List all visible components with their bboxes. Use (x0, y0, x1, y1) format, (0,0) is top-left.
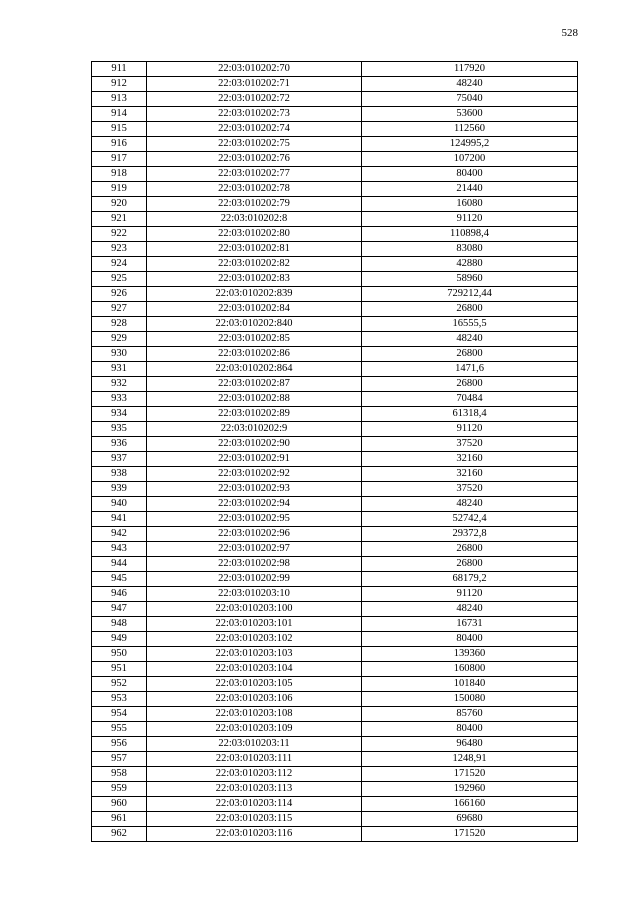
table-row (92, 722, 578, 737)
value-cell: 75040 (362, 92, 578, 107)
value-cell: 52742,4 (362, 512, 578, 527)
value-cell: 124995,2 (362, 137, 578, 152)
table-row (92, 662, 578, 677)
cadastral-number-cell: 22:03:010203:115 (147, 812, 362, 827)
row-number-cell: 929 (92, 332, 147, 347)
row-number-cell: 944 (92, 557, 147, 572)
row-number-cell: 923 (92, 242, 147, 257)
row-number-cell: 943 (92, 542, 147, 557)
cadastral-number-cell: 22:03:010203:108 (147, 707, 362, 722)
row-number-cell: 951 (92, 662, 147, 677)
cadastral-number-cell: 22:03:010202:94 (147, 497, 362, 512)
cadastral-table (91, 61, 578, 842)
row-number-cell: 916 (92, 137, 147, 152)
row-number-cell: 925 (92, 272, 147, 287)
value-cell: 26800 (362, 377, 578, 392)
cadastral-number-cell: 22:03:010202:9 (147, 422, 362, 437)
value-cell: 32160 (362, 467, 578, 482)
cadastral-number-cell: 22:03:010202:8 (147, 212, 362, 227)
table-row (92, 452, 578, 467)
cadastral-number-cell: 22:03:010202:86 (147, 347, 362, 362)
value-cell: 80400 (362, 722, 578, 737)
table-row (92, 317, 578, 332)
row-number-cell: 934 (92, 407, 147, 422)
cadastral-number-cell: 22:03:010203:112 (147, 767, 362, 782)
table-row (92, 707, 578, 722)
cadastral-number-cell: 22:03:010203:103 (147, 647, 362, 662)
value-cell: 48240 (362, 497, 578, 512)
value-cell: 26800 (362, 302, 578, 317)
cadastral-number-cell: 22:03:010202:93 (147, 482, 362, 497)
value-cell: 58960 (362, 272, 578, 287)
row-number-cell: 912 (92, 77, 147, 92)
table-row (92, 422, 578, 437)
table-row (92, 647, 578, 662)
cadastral-number-cell: 22:03:010202:76 (147, 152, 362, 167)
value-cell: 48240 (362, 602, 578, 617)
value-cell: 729212,44 (362, 287, 578, 302)
cadastral-number-cell: 22:03:010202:75 (147, 137, 362, 152)
row-number-cell: 955 (92, 722, 147, 737)
value-cell: 68179,2 (362, 572, 578, 587)
cadastral-number-cell: 22:03:010202:79 (147, 197, 362, 212)
value-cell: 42880 (362, 257, 578, 272)
row-number-cell: 924 (92, 257, 147, 272)
row-number-cell: 920 (92, 197, 147, 212)
row-number-cell: 958 (92, 767, 147, 782)
cadastral-number-cell: 22:03:010202:98 (147, 557, 362, 572)
table-row (92, 482, 578, 497)
row-number-cell: 948 (92, 617, 147, 632)
value-cell: 1248,91 (362, 752, 578, 767)
table-row (92, 302, 578, 317)
cadastral-number-cell: 22:03:010202:74 (147, 122, 362, 137)
row-number-cell: 940 (92, 497, 147, 512)
row-number-cell: 950 (92, 647, 147, 662)
cadastral-number-cell: 22:03:010203:111 (147, 752, 362, 767)
table-row (92, 92, 578, 107)
cadastral-number-cell: 22:03:010202:80 (147, 227, 362, 242)
table-row (92, 152, 578, 167)
cadastral-number-cell: 22:03:010202:71 (147, 77, 362, 92)
table-row (92, 632, 578, 647)
page-number: 528 (561, 27, 578, 39)
value-cell: 80400 (362, 632, 578, 647)
table-row (92, 542, 578, 557)
row-number-cell: 931 (92, 362, 147, 377)
table-body (92, 62, 578, 842)
row-number-cell: 921 (92, 212, 147, 227)
cadastral-number-cell: 22:03:010202:840 (147, 317, 362, 332)
value-cell: 150080 (362, 692, 578, 707)
value-cell: 101840 (362, 677, 578, 692)
value-cell: 139360 (362, 647, 578, 662)
table-row (92, 407, 578, 422)
row-number-cell: 946 (92, 587, 147, 602)
row-number-cell: 927 (92, 302, 147, 317)
table-row (92, 677, 578, 692)
row-number-cell: 957 (92, 752, 147, 767)
table-row (92, 182, 578, 197)
row-number-cell: 941 (92, 512, 147, 527)
value-cell: 112560 (362, 122, 578, 137)
row-number-cell: 919 (92, 182, 147, 197)
value-cell: 21440 (362, 182, 578, 197)
value-cell: 53600 (362, 107, 578, 122)
table-row (92, 827, 578, 842)
table-row (92, 512, 578, 527)
table-row (92, 797, 578, 812)
value-cell: 48240 (362, 77, 578, 92)
value-cell: 1471,6 (362, 362, 578, 377)
table-row (92, 782, 578, 797)
table-row (92, 617, 578, 632)
value-cell: 110898,4 (362, 227, 578, 242)
cadastral-number-cell: 22:03:010203:116 (147, 827, 362, 842)
cadastral-number-cell: 22:03:010202:839 (147, 287, 362, 302)
value-cell: 91120 (362, 587, 578, 602)
table-row (92, 587, 578, 602)
cadastral-number-cell: 22:03:010203:11 (147, 737, 362, 752)
row-number-cell: 949 (92, 632, 147, 647)
value-cell: 171520 (362, 827, 578, 842)
row-number-cell: 953 (92, 692, 147, 707)
cadastral-number-cell: 22:03:010202:97 (147, 542, 362, 557)
row-number-cell: 952 (92, 677, 147, 692)
cadastral-number-cell: 22:03:010202:88 (147, 392, 362, 407)
row-number-cell: 935 (92, 422, 147, 437)
cadastral-number-cell: 22:03:010203:104 (147, 662, 362, 677)
value-cell: 85760 (362, 707, 578, 722)
row-number-cell: 911 (92, 62, 147, 77)
table-row (92, 572, 578, 587)
cadastral-number-cell: 22:03:010203:113 (147, 782, 362, 797)
row-number-cell: 918 (92, 167, 147, 182)
cadastral-number-cell: 22:03:010202:83 (147, 272, 362, 287)
cadastral-number-cell: 22:03:010202:96 (147, 527, 362, 542)
value-cell: 166160 (362, 797, 578, 812)
table-row (92, 242, 578, 257)
value-cell: 171520 (362, 767, 578, 782)
cadastral-number-cell: 22:03:010203:100 (147, 602, 362, 617)
cadastral-number-cell: 22:03:010203:102 (147, 632, 362, 647)
row-number-cell: 939 (92, 482, 147, 497)
table-row (92, 137, 578, 152)
value-cell: 80400 (362, 167, 578, 182)
row-number-cell: 942 (92, 527, 147, 542)
value-cell: 70484 (362, 392, 578, 407)
value-cell: 48240 (362, 332, 578, 347)
row-number-cell: 945 (92, 572, 147, 587)
row-number-cell: 915 (92, 122, 147, 137)
value-cell: 192960 (362, 782, 578, 797)
cadastral-number-cell: 22:03:010202:87 (147, 377, 362, 392)
cadastral-number-cell: 22:03:010203:114 (147, 797, 362, 812)
row-number-cell: 933 (92, 392, 147, 407)
table-row (92, 287, 578, 302)
table-row (92, 107, 578, 122)
row-number-cell: 962 (92, 827, 147, 842)
row-number-cell: 913 (92, 92, 147, 107)
row-number-cell: 961 (92, 812, 147, 827)
value-cell: 26800 (362, 542, 578, 557)
table-row (92, 332, 578, 347)
table-row (92, 227, 578, 242)
cadastral-number-cell: 22:03:010203:106 (147, 692, 362, 707)
table-row (92, 257, 578, 272)
cadastral-number-cell: 22:03:010202:99 (147, 572, 362, 587)
value-cell: 91120 (362, 422, 578, 437)
value-cell: 26800 (362, 347, 578, 362)
cadastral-number-cell: 22:03:010202:70 (147, 62, 362, 77)
row-number-cell: 930 (92, 347, 147, 362)
table-row (92, 347, 578, 362)
cadastral-number-cell: 22:03:010203:101 (147, 617, 362, 632)
row-number-cell: 954 (92, 707, 147, 722)
row-number-cell: 936 (92, 437, 147, 452)
cadastral-number-cell: 22:03:010203:109 (147, 722, 362, 737)
cadastral-number-cell: 22:03:010202:82 (147, 257, 362, 272)
table-row (92, 812, 578, 827)
row-number-cell: 938 (92, 467, 147, 482)
value-cell: 160800 (362, 662, 578, 677)
value-cell: 37520 (362, 482, 578, 497)
value-cell: 61318,4 (362, 407, 578, 422)
value-cell: 16731 (362, 617, 578, 632)
table-row (92, 692, 578, 707)
table-row (92, 272, 578, 287)
value-cell: 69680 (362, 812, 578, 827)
cadastral-number-cell: 22:03:010202:864 (147, 362, 362, 377)
value-cell: 32160 (362, 452, 578, 467)
table-row (92, 497, 578, 512)
row-number-cell: 926 (92, 287, 147, 302)
value-cell: 16080 (362, 197, 578, 212)
cadastral-number-cell: 22:03:010202:81 (147, 242, 362, 257)
cadastral-number-cell: 22:03:010202:84 (147, 302, 362, 317)
row-number-cell: 917 (92, 152, 147, 167)
cadastral-number-cell: 22:03:010202:91 (147, 452, 362, 467)
table-row (92, 392, 578, 407)
table-row (92, 527, 578, 542)
cadastral-number-cell: 22:03:010203:105 (147, 677, 362, 692)
table-row (92, 212, 578, 227)
value-cell: 117920 (362, 62, 578, 77)
value-cell: 91120 (362, 212, 578, 227)
row-number-cell: 947 (92, 602, 147, 617)
cadastral-number-cell: 22:03:010202:72 (147, 92, 362, 107)
row-number-cell: 956 (92, 737, 147, 752)
value-cell: 26800 (362, 557, 578, 572)
value-cell: 83080 (362, 242, 578, 257)
cadastral-number-cell: 22:03:010202:73 (147, 107, 362, 122)
cadastral-number-cell: 22:03:010203:10 (147, 587, 362, 602)
value-cell: 96480 (362, 737, 578, 752)
row-number-cell: 932 (92, 377, 147, 392)
table-row (92, 362, 578, 377)
cadastral-number-cell: 22:03:010202:77 (147, 167, 362, 182)
table-row (92, 167, 578, 182)
value-cell: 107200 (362, 152, 578, 167)
table-row (92, 437, 578, 452)
cadastral-number-cell: 22:03:010202:95 (147, 512, 362, 527)
table-row (92, 737, 578, 752)
value-cell: 29372,8 (362, 527, 578, 542)
table-row (92, 377, 578, 392)
table-row (92, 62, 578, 77)
row-number-cell: 928 (92, 317, 147, 332)
value-cell: 16555,5 (362, 317, 578, 332)
cadastral-number-cell: 22:03:010202:92 (147, 467, 362, 482)
cadastral-number-cell: 22:03:010202:78 (147, 182, 362, 197)
row-number-cell: 937 (92, 452, 147, 467)
table-row (92, 752, 578, 767)
row-number-cell: 959 (92, 782, 147, 797)
table-row (92, 557, 578, 572)
value-cell: 37520 (362, 437, 578, 452)
table-row (92, 602, 578, 617)
cadastral-number-cell: 22:03:010202:90 (147, 437, 362, 452)
table-row (92, 77, 578, 92)
row-number-cell: 922 (92, 227, 147, 242)
row-number-cell: 960 (92, 797, 147, 812)
table-row (92, 467, 578, 482)
cadastral-number-cell: 22:03:010202:85 (147, 332, 362, 347)
table-row (92, 197, 578, 212)
row-number-cell: 914 (92, 107, 147, 122)
table-row (92, 767, 578, 782)
cadastral-number-cell: 22:03:010202:89 (147, 407, 362, 422)
table-row (92, 122, 578, 137)
